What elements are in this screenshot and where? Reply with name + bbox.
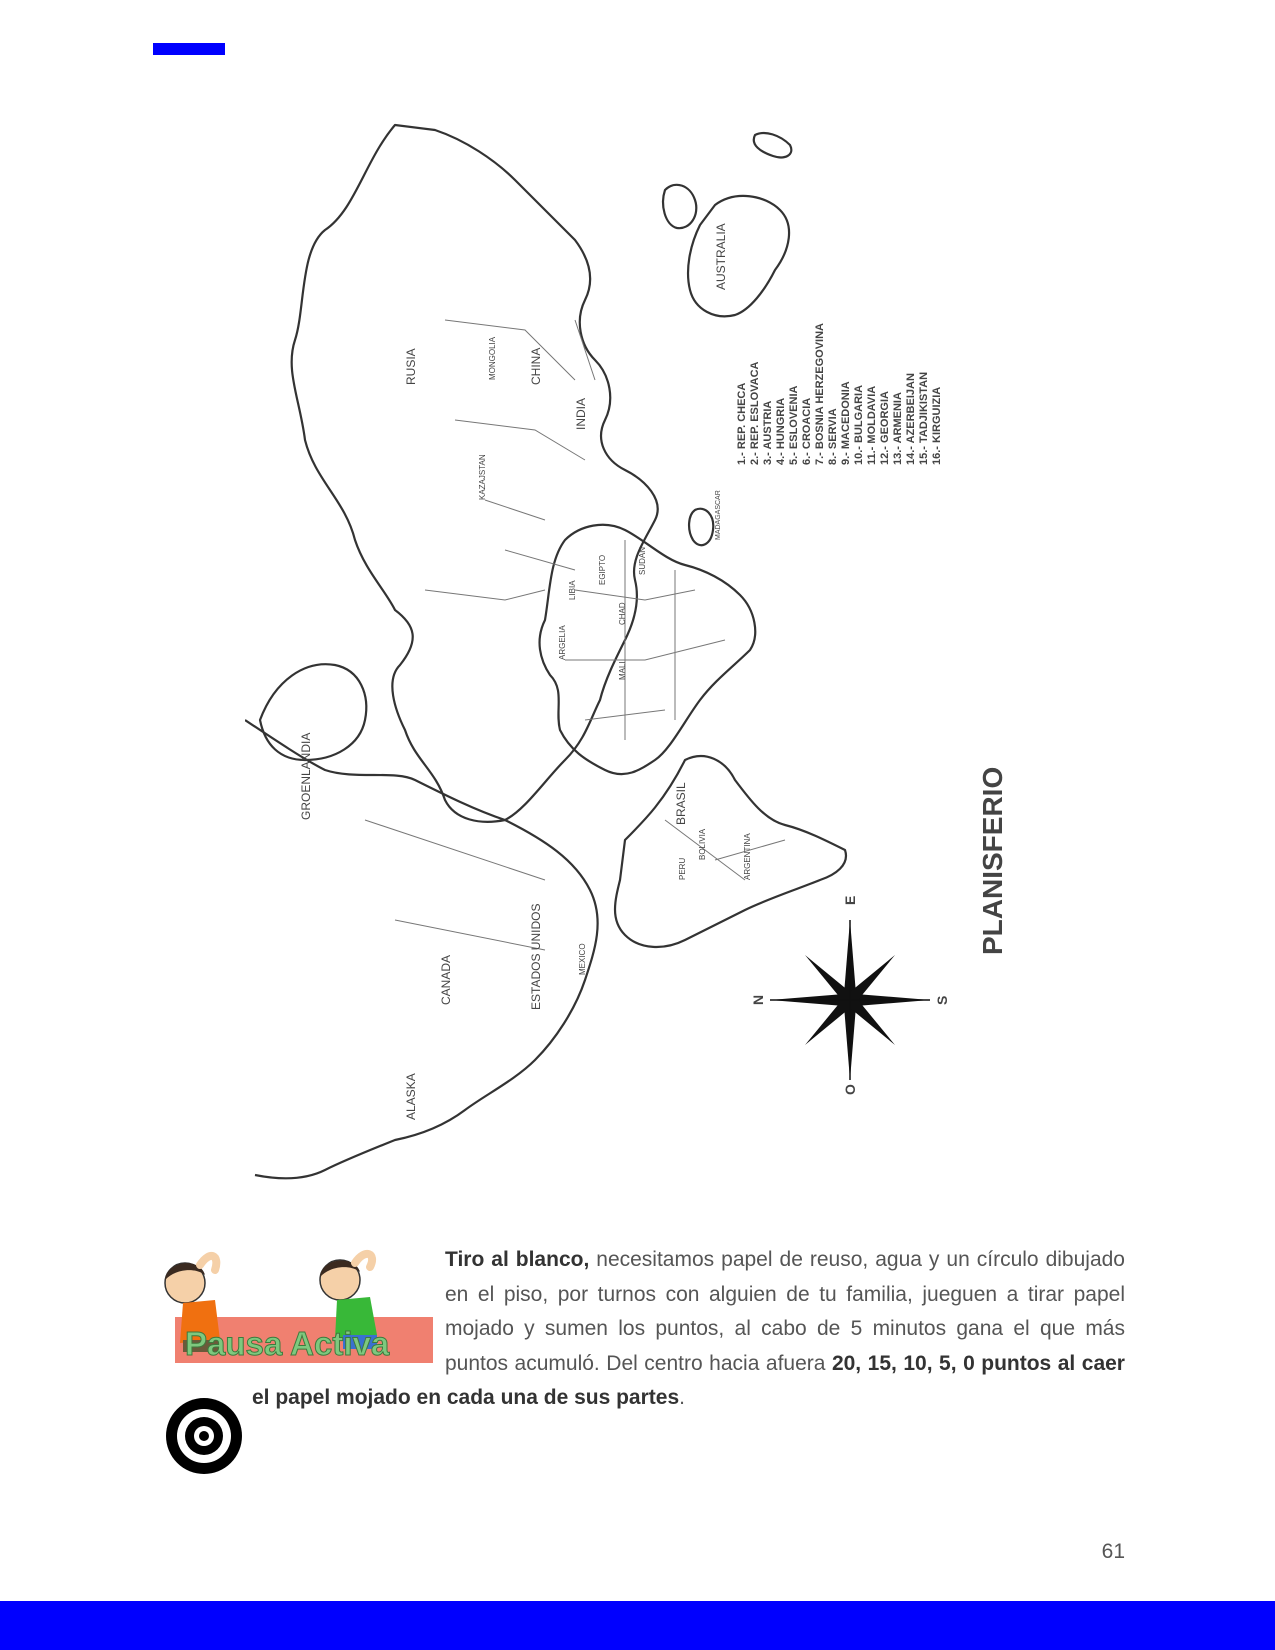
target-icon [163, 1395, 245, 1477]
bottom-accent-bar [0, 1601, 1275, 1650]
activity-points: 20, 15, 10, 5, 0 puntos al caer el papel mojado en cada una de sus partes [252, 1351, 1125, 1409]
legend-item: 15.- TADJIKISTAN [918, 371, 930, 465]
compass-e: E [842, 895, 858, 905]
legend-item: 4.- HUNGRIA [775, 397, 787, 465]
label-mongolia: MONGOLIA [488, 336, 497, 380]
label-mali: MALI [618, 661, 627, 680]
south-america-outline [615, 756, 846, 947]
asia-border-lines [425, 320, 595, 600]
pausa-label: Pausa Activa [185, 1325, 390, 1362]
africa-outline [540, 525, 756, 774]
activity-title: Tiro al blanco, [445, 1248, 590, 1271]
page-number: 61 [1101, 1540, 1125, 1563]
label-alaska: ALASKA [404, 1073, 418, 1120]
legend-item: 7.- BOSNIA HERZEGOVINA [814, 323, 826, 465]
label-china: CHINA [529, 347, 543, 385]
legend-item: 13.- ARMENIA [892, 392, 904, 465]
greenland-outline [260, 664, 366, 760]
madagascar-outline [689, 509, 713, 546]
australia-outline [688, 196, 789, 316]
label-argelia: ARGELIA [558, 625, 567, 660]
map-title: PLANISFERIO [977, 766, 1008, 955]
legend-item: 11.- MOLDAVIA [866, 385, 878, 465]
new-zealand-outline [754, 133, 792, 157]
compass-o: O [842, 1084, 858, 1095]
north-america-outline [245, 720, 598, 1178]
label-bolivia: BOLIVIA [698, 828, 707, 860]
label-peru: PERU [678, 857, 687, 880]
japan-outline [663, 185, 696, 228]
legend-item: 9.- MACEDONIA [840, 381, 852, 465]
legend-item: 5.- ESLOVENIA [788, 385, 800, 465]
label-libia: LIBIA [568, 580, 577, 600]
label-mexico: MEXICO [578, 943, 587, 975]
compass-rose-icon [770, 920, 930, 1080]
label-egipto: EGIPTO [598, 554, 607, 585]
label-sudan: SUDAN [638, 546, 647, 575]
label-groenlandia: GROENLANDIA [299, 732, 313, 820]
america-border-lines [365, 820, 785, 950]
label-canada: CANADA [439, 954, 453, 1005]
legend-item: 12.- GEORGIA [879, 391, 891, 465]
legend-item: 2.- REP. ESLOVACA [749, 361, 761, 465]
label-estados-unidos: ESTADOS UNIDOS [529, 903, 543, 1010]
legend-item: 6.- CROACIA [801, 397, 813, 465]
legend-item: 3.- AUSTRIA [762, 400, 774, 465]
label-kazajstan: KAZAJSTAN [478, 454, 487, 500]
legend-item: 8.- SERVIA [827, 408, 839, 465]
activity-ending: . [679, 1386, 685, 1409]
label-rusia: RUSIA [404, 348, 418, 385]
label-india: INDIA [574, 397, 588, 430]
top-accent-bar [153, 43, 225, 55]
world-map-svg [245, 120, 1015, 1210]
activity-description [252, 1243, 1125, 1416]
activity-body: necesitamos papel de reuso, agua y un círculo dibujado en el piso, por turnos con alguien de tu familia, jueguen a tirar papel mojado y sumen los puntos, al cabo de 5 minutos gana el que más puntos acumuló. Del centro hacia afuera [445, 1248, 1125, 1375]
compass-n: N [750, 994, 766, 1005]
label-madagascar: MADAGASCAR [715, 490, 722, 540]
label-chad: CHAD [618, 602, 627, 625]
label-australia: AUSTRALIA [714, 223, 728, 290]
label-brasil: BRASIL [674, 782, 688, 825]
legend-item: 10.- BULGARIA [853, 384, 865, 465]
world-map [245, 120, 1015, 1210]
label-argentina: ARGENTINA [743, 833, 752, 880]
legend-item: 14.- AZERBEIJAN [905, 373, 917, 465]
legend-item: 16.- KIRGUIZIA [931, 386, 943, 465]
compass-s: S [934, 995, 950, 1005]
legend-item: 1.- REP. CHECA [736, 382, 748, 465]
